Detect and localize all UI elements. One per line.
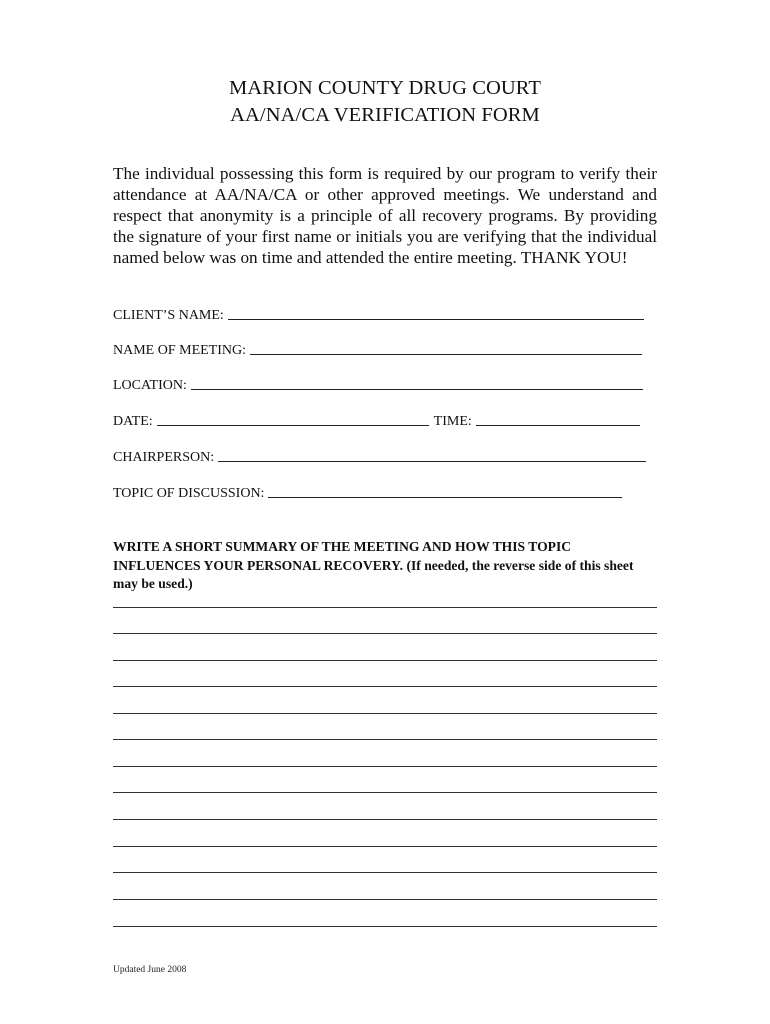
- client-name-label: CLIENT’S NAME:: [113, 308, 224, 323]
- time-label: TIME:: [433, 414, 472, 429]
- date-input-line[interactable]: [157, 424, 429, 426]
- summary-write-line[interactable]: [113, 819, 657, 820]
- summary-write-line[interactable]: [113, 633, 657, 634]
- location-label: LOCATION:: [113, 378, 187, 393]
- summary-write-line[interactable]: [113, 846, 657, 847]
- topic-input-line[interactable]: [268, 496, 622, 498]
- summary-write-line[interactable]: [113, 713, 657, 714]
- meeting-name-label: NAME OF MEETING:: [113, 343, 246, 358]
- chairperson-label: CHAIRPERSON:: [113, 450, 215, 465]
- summary-write-line[interactable]: [113, 872, 657, 873]
- topic-field: [113, 486, 622, 502]
- date-label: DATE:: [113, 414, 153, 429]
- summary-write-line[interactable]: [113, 899, 657, 900]
- intro-paragraph: The individual possessing this form is required by our program to verify their attendance at AA/NA/CA or other approved meetings. We understand and respect that anonymity is a principle of all recovery programs. By providing the signature of your first name or initials you are verifying that the individual named below was on time and attended the entire meeting. THANK YOU!: [113, 164, 657, 267]
- time-input-line[interactable]: [476, 424, 640, 426]
- chairperson-field: [113, 450, 646, 466]
- client-name-input-line[interactable]: [228, 318, 644, 320]
- topic-label: TOPIC OF DISCUSSION:: [113, 486, 265, 501]
- meeting-name-input-line[interactable]: [250, 353, 642, 355]
- location-field: [113, 378, 643, 394]
- client-name-field: [113, 308, 644, 324]
- updated-date-footer: Updated June 2008: [113, 965, 187, 975]
- location-input-line[interactable]: [191, 388, 643, 390]
- summary-write-line[interactable]: [113, 792, 657, 793]
- meeting-name-field: [113, 343, 642, 359]
- form-title-line1: MARION COUNTY DRUG COURT: [229, 77, 541, 99]
- summary-write-line[interactable]: [113, 739, 657, 740]
- summary-write-line[interactable]: [113, 607, 657, 608]
- summary-write-line[interactable]: [113, 766, 657, 767]
- summary-write-line[interactable]: [113, 686, 657, 687]
- form-title-line2: AA/NA/CA VERIFICATION FORM: [230, 104, 540, 126]
- summary-write-line[interactable]: [113, 660, 657, 661]
- date-time-field: [113, 414, 640, 430]
- summary-prompt: WRITE A SHORT SUMMARY OF THE MEETING AND HOW THIS TOPIC INFLUENCES YOUR PERSONAL RECOVERY. (If needed, the reverse side of this sheet may be used.): [113, 539, 634, 591]
- chairperson-input-line[interactable]: [218, 460, 646, 462]
- summary-write-line[interactable]: [113, 926, 657, 927]
